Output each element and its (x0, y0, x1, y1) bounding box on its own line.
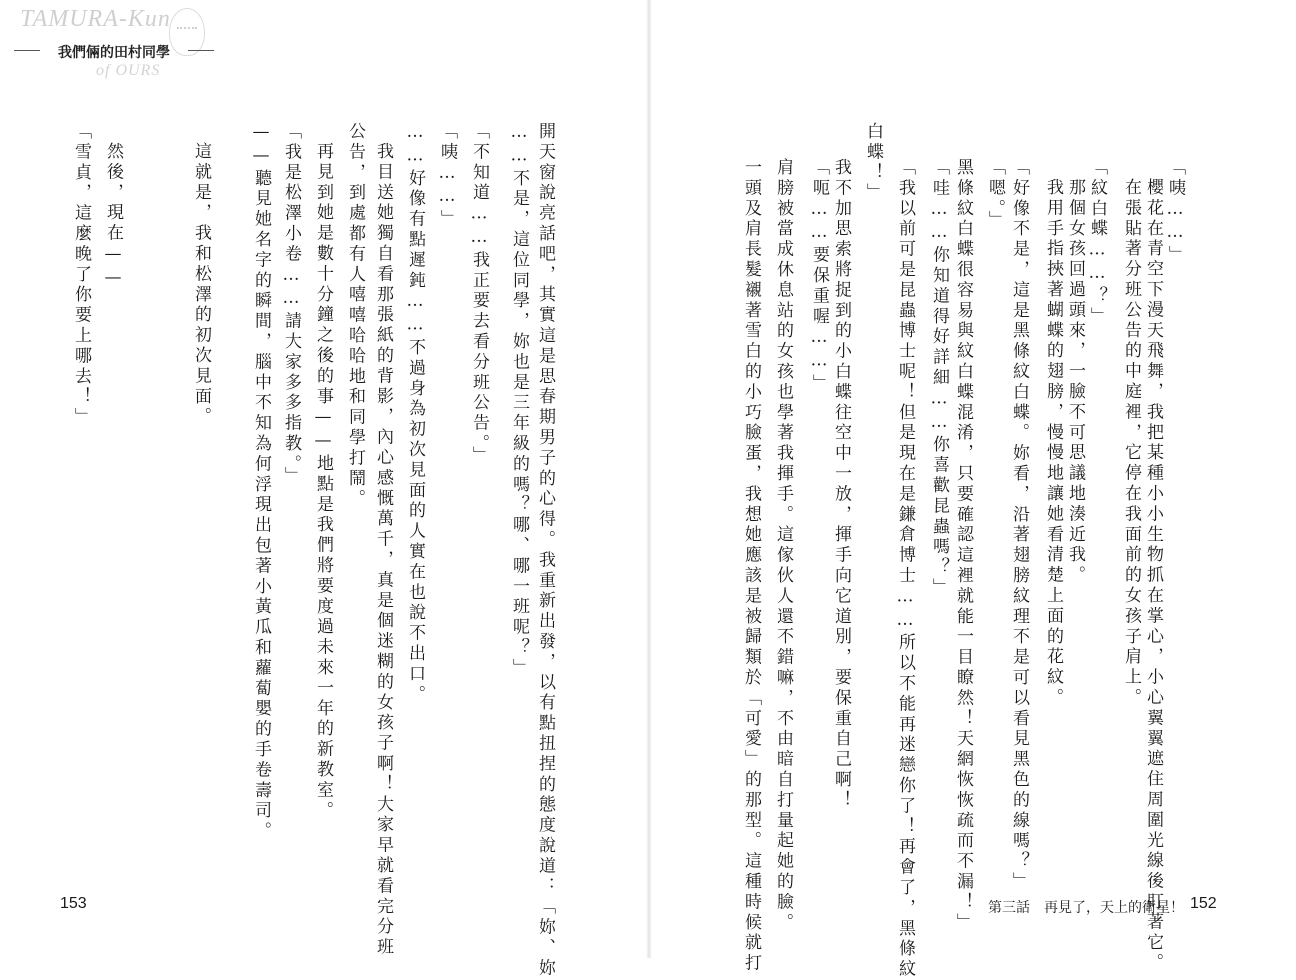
text-column: 在張貼著分班公告的中庭裡，它停在我面前的女孩子肩上。 (1121, 178, 1141, 709)
text-column: 「咦……」 (437, 122, 457, 230)
text-column: 「雪貞，這麼晚了你要上哪去！」 (71, 122, 91, 428)
page-number-left: 153 (60, 895, 87, 912)
text-column: 「好像不是，這是黑條紋白蝶。妳看，沿著翅膀紋理不是可以看見黑色的線嗎？」 (1009, 158, 1029, 893)
logo-latin-title: TAMURA-Kun (20, 6, 171, 32)
logo-subtitle: 我們倆的田村同學 (58, 45, 170, 61)
text-column: 櫻花在青空下漫天飛舞，我把某種小小生物抓在掌心，小心翼翼遮住周圍光線後盯著它。 (1143, 178, 1163, 974)
text-column: 一頭及肩長髮襯著雪白的小巧臉蛋，我想她應該是被歸類於「可愛」的那型。這種時候就打 (741, 158, 761, 974)
text-column: 我目送她獨自看那張紙的背影，內心感慨萬千，真是個迷糊的女孩子啊！大家早就看完分班 (373, 142, 393, 958)
text-column: 「哇……你知道得好詳細……你喜歡昆蟲嗎？」 (929, 158, 949, 599)
text-column: 公告，到處都有人嘻嘻哈哈地和同學打鬧。 (345, 122, 365, 510)
text-column: 然後，現在—— (103, 142, 123, 291)
text-column: 「我是松澤小卷……請大家多多指教。」 (281, 122, 301, 487)
text-column: 白蝶！」 (863, 122, 883, 204)
text-column: 再見到她是數十分鐘之後的事——地點是我們將要度過未來一年的新教室。 (313, 142, 333, 822)
page-gutter (646, 0, 652, 958)
series-logo (14, 4, 214, 96)
text-column: 這就是，我和松澤的初次見面。 (191, 142, 211, 428)
text-column: 「不知道……我正要去看分班公告。」 (469, 122, 489, 467)
page-number-right: 152 (1190, 895, 1217, 912)
text-column: ……好像有點遲鈍……不過身為初次見面的人實在也說不出口。 (405, 122, 425, 706)
text-column: 開天窗說亮話吧，其實這是思春期男子的心得。我重新出發，以有點扭捏的態度說道：「妳、妳 (535, 122, 555, 979)
logo-latin-subtitle: of OURS (96, 62, 161, 79)
logo-rule-right (188, 50, 214, 51)
text-column: ……不是，這位同學，妳也是三年級的嗎？哪、哪一班呢？」 (509, 122, 529, 679)
text-column: 「咦……」 (1165, 158, 1185, 266)
text-column: 「紋白蝶……？」 (1087, 158, 1107, 328)
text-column: 黑條紋白蝶很容易與紋白蝶混淆，只要確認這裡就能一目瞭然！天網恢恢疏而不漏！」 (953, 158, 973, 934)
text-column: ——聽見她名字的瞬間，腦中不知為何浮現出包著小黃瓜和蘿蔔嬰的手卷壽司。 (251, 122, 271, 842)
text-column: 那個女孩回過頭來，一臉不可思議地湊近我。 (1065, 178, 1085, 586)
text-column: 我用手指挾著蝴蝶的翅膀，慢慢地讓她看清楚上面的花紋。 (1043, 178, 1063, 709)
text-column: 「嗯。」 (985, 158, 1005, 232)
text-column: 我不加思索將捉到的小白蝶往空中一放，揮手向它道別，要保重自己啊！ (831, 158, 851, 811)
text-column: 「我以前可是昆蟲博士呢！但是現在是鎌倉博士……所以不能再迷戀你了！再會了，黑條紋 (895, 158, 915, 980)
text-column: 肩膀被當成休息站的女孩也學著我揮手。這傢伙人還不錯嘛，不由暗自打量起她的臉。 (773, 158, 793, 934)
chapter-title-footer: 第三話 再見了，天上的衛星！ (988, 900, 1184, 916)
text-column: 「呃……要保重喔……」 (809, 158, 829, 395)
